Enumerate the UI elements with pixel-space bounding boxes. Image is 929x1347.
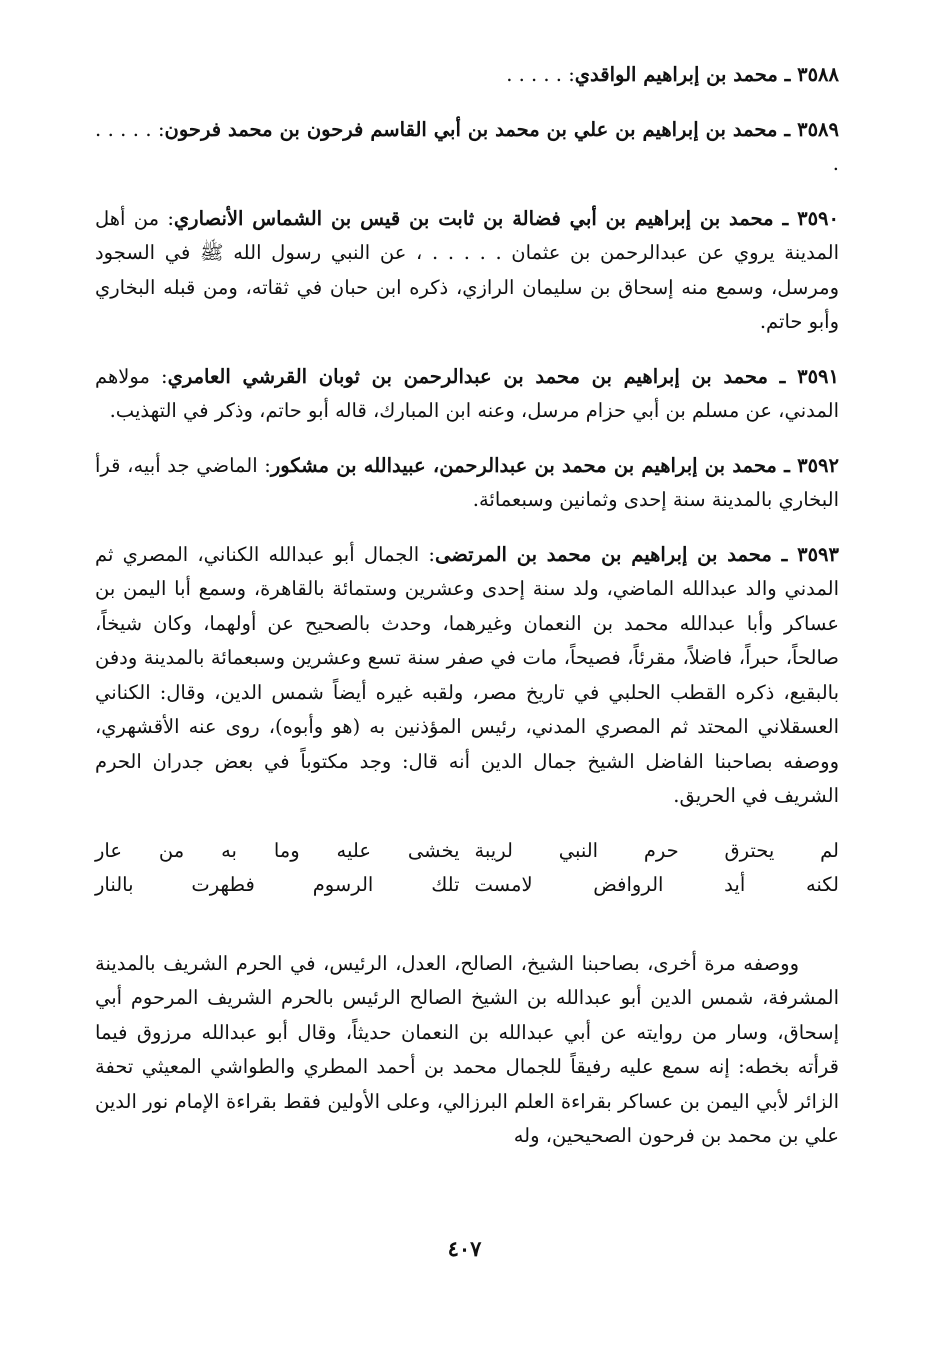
entry-name: محمد بن إبراهيم بن أبي فضالة بن ثابت بن قيس بن الشماس الأنصاري bbox=[173, 206, 774, 230]
entry-name: محمد بن إبراهيم بن محمد بن عبدالرحمن بن ثوبان القرشي العامري bbox=[167, 364, 768, 388]
entry-name: محمد بن إبراهيم بن محمد بن المرتضى bbox=[434, 542, 772, 566]
entry-number: ٣٥٩٢ bbox=[797, 453, 840, 477]
entry-number: ٣٥٩٣ bbox=[797, 542, 840, 566]
poem-verse bbox=[95, 868, 839, 903]
entry-3588: ٣٥٨٨ ـ محمد بن إبراهيم الواقدي: . . . . . bbox=[506, 63, 839, 86]
entry-name: محمد بن إبراهيم بن محمد بن عبدالرحمن، عبيدالله بن مشكور bbox=[270, 453, 777, 477]
entry-number: ٣٥٩٠ bbox=[797, 206, 839, 230]
verse-first-hemistich: لكنه أيد الروافض لامست bbox=[474, 873, 839, 896]
page-number: ٤٠٧ bbox=[447, 1236, 482, 1261]
poem bbox=[95, 834, 839, 903]
poem-verse bbox=[95, 834, 839, 869]
entry-text: : . . . . . bbox=[506, 63, 575, 86]
entry-3592: ٣٥٩٢ ـ محمد بن إبراهيم بن محمد بن عبدالرحمن، عبيدالله بن مشكور: الماضي جد أبيه، قرأ البخاري بالمدينة سنة إحدى وثمانين وسبعمائة. bbox=[95, 453, 840, 511]
verse-second-hemistich: تلك الرسوم فطهرت بالنار bbox=[95, 873, 460, 896]
entry-text: : . . . . . . bbox=[95, 117, 839, 175]
entry-3590: ٣٥٩٠ ـ محمد بن إبراهيم بن أبي فضالة بن ثابت بن قيس بن الشماس الأنصاري: من أهل المدينة يروي عن عبدالرحمن بن عثمان . . . . . ، عن النبي رسول الله ﷺ في السجود ومرسل، وسمع منه إسحاق بن سليمان الرازي، ذكره ابن حبان في ثقاته، ومن قبله البخاري وأبو حاتم. bbox=[95, 206, 839, 333]
verse-second-hemistich: يخشى عليه وما به من عار bbox=[95, 838, 460, 862]
entry-3593: ٣٥٩٣ ـ محمد بن إبراهيم بن محمد بن المرتضى: الجمال أبو عبدالله الكناني، المصري ثم المدني والد عبدالله الماضي، ولد سنة إحدى وعشرين وستمائة بالقاهرة، وسمع أبا اليمن بن عساكر وأبا عبدالله محمد بن النعمان وغيرهما، وحدث بالصحيح عن أولهما، وكان شيخاً، صالحاً، حبراً، فاضلاً، مقرئاً، فصيحاً، مات في صفر سنة تسع وعشرين وسبعمائة بالمدينة ودفن بالبقيع، ذكره القطب الحلبي في تاريخ مصر، ولقبه غيره أيضاً شمس الدين، وقال: الكناني العسقلاني المحتد ثم المصري المدني، رئيس المؤذنين به (هو وأبوه)، روى عنه الأقشهري، ووصفه بصاحبنا الفاضل الشيخ جمال الدين أنه قال: وجد مكتوباً في بعض جدران الحرم الشريف في الحريق. bbox=[95, 542, 840, 807]
continuation-paragraph: ووصفه مرة أخرى، بصاحبنا الشيخ، الصالح، العدل، الرئيس، في الحرم الشريف بالمدينة المشرفة، شمس الدين أبو عبدالله بن الشيخ الصالح الرئيس بالحرم الشريف المرحوم أبي إسحاق، وسار من روايته عن أبي عبدالله بن النعمان حديثاً، وقال أبو عبدالله مرزوق فيما قرأته بخطه: إنه سمع عليه رفيقاً للجمال محمد بن أحمد المطري والطواشي المعيثي تحفة الزائر لأبي اليمن بن عساكر بقراءة العلم البرزالي، وعلى الأولين فقط بقراءة الإمام نور الدين علي بن محمد بن فرحون الصحيحين، وله bbox=[95, 951, 839, 1147]
entry-name: محمد بن إبراهيم بن علي بن محمد بن أبي القاسم فرحون بن محمد فرحون bbox=[164, 117, 778, 141]
verse-first-hemistich: لم يحترق حرم النبي لريبة bbox=[474, 838, 839, 862]
entry-number: ٣٥٨٨ bbox=[797, 63, 839, 86]
entry-text: : مولاهم المدني، عن مسلم بن أبي حزام مرسل، وعنه ابن المبارك، قاله أبو حاتم، وذكر في التهذيب. bbox=[95, 364, 839, 422]
entry-name: محمد بن إبراهيم الواقدي bbox=[574, 63, 778, 86]
entry-text: : الماضي جد أبيه، قرأ البخاري بالمدينة سنة إحدى وثمانين وسبعمائة. bbox=[95, 453, 839, 511]
entry-number: ٣٥٩١ bbox=[797, 364, 839, 388]
entry-3591: ٣٥٩١ ـ محمد بن إبراهيم بن محمد بن عبدالرحمن بن ثوبان القرشي العامري: مولاهم المدني، عن مسلم بن أبي حزام مرسل، وعنه ابن المبارك، قاله أبو حاتم، وذكر في التهذيب. bbox=[95, 364, 839, 422]
entry-number: ٣٥٨٩ bbox=[797, 117, 840, 141]
entry-3589: ٣٥٨٩ ـ محمد بن إبراهيم بن علي بن محمد بن أبي القاسم فرحون بن محمد فرحون: . . . . . . bbox=[95, 117, 840, 175]
entry-text: : الجمال أبو عبدالله الكناني، المصري ثم المدني والد عبدالله الماضي، ولد سنة إحدى وعشرين وستمائة بالقاهرة، وسمع أبا اليمن بن عساكر وأبا عبدالله محمد بن النعمان وغيرهما، وحدث بالصحيح عن أولهما، وكان شيخاً، صالحاً، حبراً، فاضلاً، مقرئاً، فصيحاً، مات في صفر سنة تسع وعشرين وسبعمائة بالمدينة ودفن بالبقيع، ذكره القطب الحلبي في تاريخ مصر، ولقبه غيره أيضاً شمس الدين، وقال: الكناني العسقلاني المحتد ثم المصري المدني، رئيس المؤذنين به (هو وأبوه)، روى عنه الأقشهري، ووصفه بصاحبنا الفاضل الشيخ جمال الدين أنه قال: وجد مكتوباً في بعض جدران الحرم الشريف في الحريق. bbox=[95, 542, 839, 807]
entry-text: : من أهل المدينة يروي عن عبدالرحمن بن عثمان . . . . . ، عن النبي رسول الله ﷺ في السجود ومرسل، وسمع منه إسحاق بن سليمان الرازي، ذكره ابن حبان في ثقاته، ومن قبله البخاري وأبو حاتم. bbox=[95, 206, 839, 333]
